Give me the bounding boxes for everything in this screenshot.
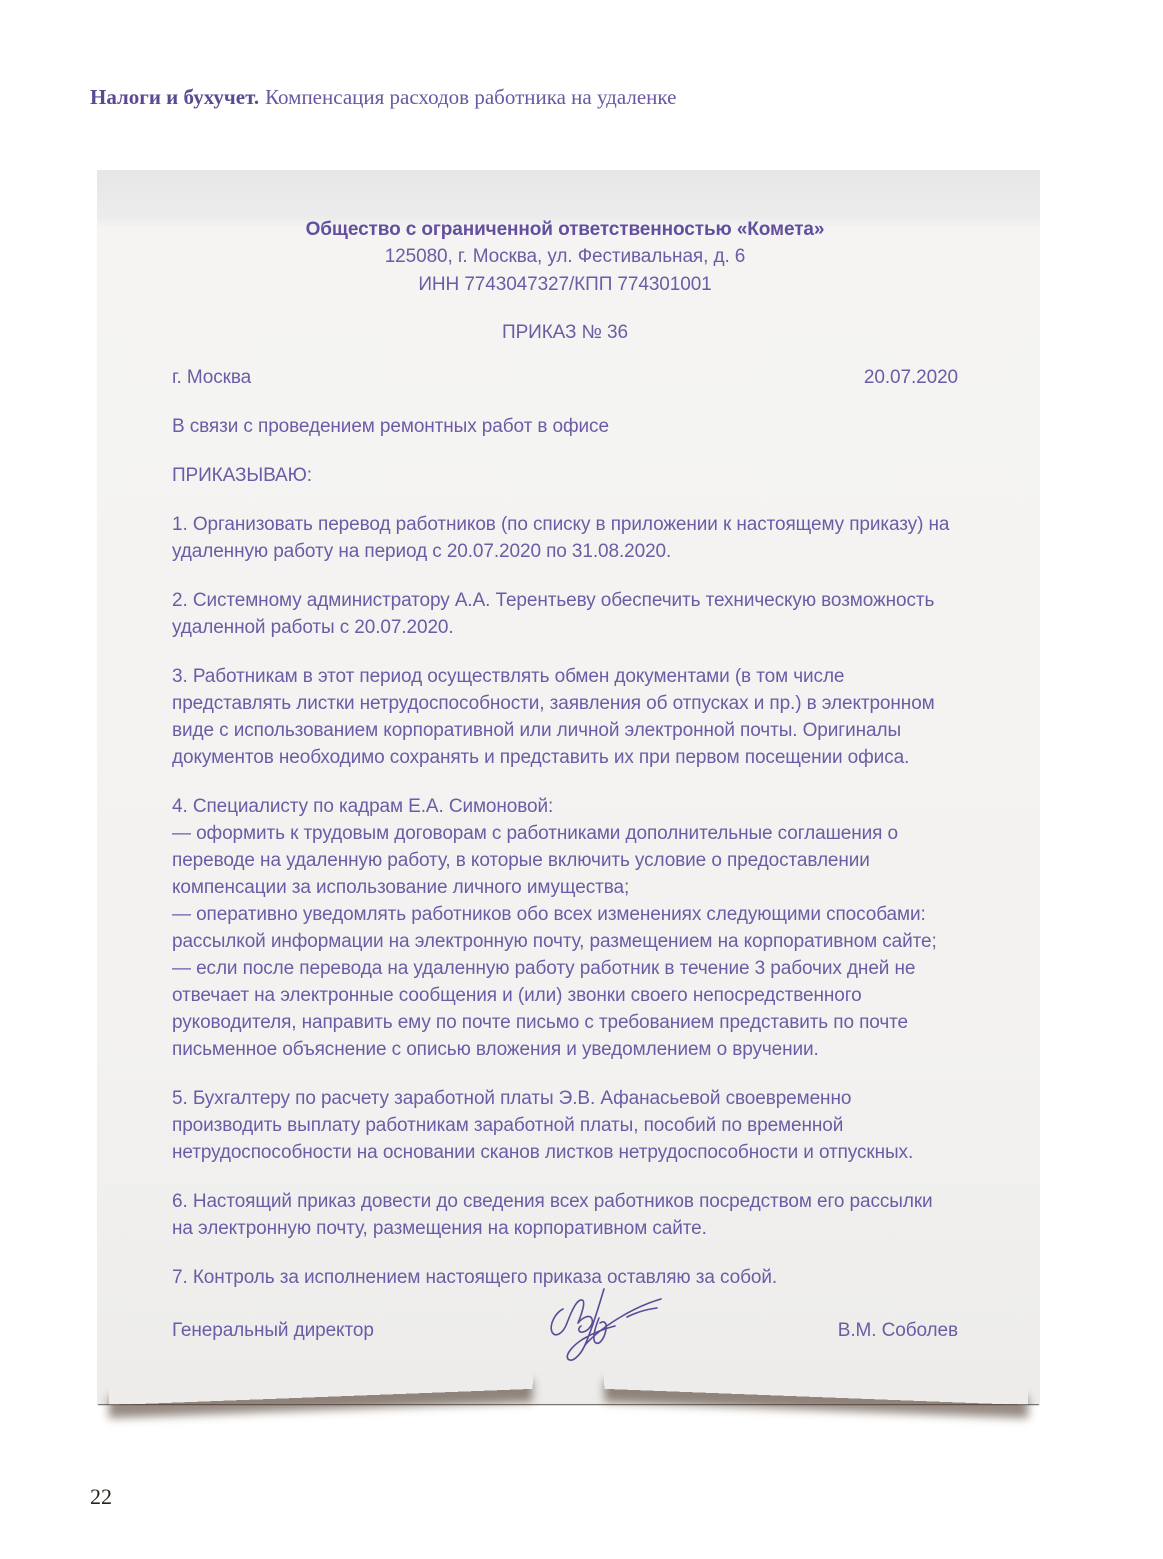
order-keyword: ПРИКАЗЫВАЮ: bbox=[172, 465, 312, 486]
signer-name: В.М. Соболев bbox=[837, 1319, 958, 1341]
paper-curl-shadow-left bbox=[109, 1367, 533, 1405]
order-item-7: 7. Контроль за исполнением настоящего приказа оставляю за собой. bbox=[172, 1267, 778, 1288]
order-item-2: 2. Системному администратору А.А. Терентьеву обеспечить техническую возможность удаленной работы с 20.07.2020. bbox=[172, 590, 935, 638]
article-title: Компенсация расходов работника на удаленке bbox=[265, 85, 677, 109]
article-header bbox=[90, 84, 676, 110]
document-title: ПРИКАЗ № 36 bbox=[502, 322, 628, 343]
order-item-5: 5. Бухгалтеру по расчету заработной платы Э.В. Афанасьевой своевременно производить выплату работникам заработной платы, пособий по временной нетрудоспособности на основании сканов листков нетрудоспособности и отпускных. bbox=[172, 1088, 914, 1163]
company-inn-kpp: ИНН 7743047327/КПП 774301001 bbox=[418, 274, 712, 295]
company-address: 125080, г. Москва, ул. Фестивальная, д. 6 bbox=[384, 246, 746, 267]
order-item-4-sub-3: — если после перевода на удаленную работу работник в течение 3 рабочих дней не отвечает на электронные сообщения и (или) звонки своего непосредственного руководителя, направить ему по почте письмо с требованием представить по почте письменное объяснение с описью вложения и уведомлением о вручении. bbox=[172, 958, 916, 1060]
place-date-row bbox=[172, 364, 958, 391]
signature-row bbox=[172, 1309, 958, 1351]
order-item-4-sub-2: — оперативно уведомлять работников обо всех изменениях следующими способами: рассылкой информации на электронную почту, размещением на корпоративном сайте; bbox=[172, 904, 937, 952]
document-place: г. Москва bbox=[172, 367, 252, 388]
signer-position: Генеральный директор bbox=[172, 1319, 374, 1341]
order-item-6: 6. Настоящий приказ довести до сведения всех работников посредством его рассылки на электронную почту, размещения на корпоративном сайте. bbox=[172, 1191, 933, 1239]
order-item-4-sub-1: — оформить к трудовым договорам с работниками дополнительные соглашения о переводе на удаленную работу, в которые включить условие о предоставлении компенсации за использование личного имущества; bbox=[172, 823, 898, 898]
page-number: 22 bbox=[90, 1484, 112, 1509]
order-item-1: 1. Организовать перевод работников (по списку в приложении к настоящему приказу) на удаленную работу на период с 20.07.2020 по 31.08.2020. bbox=[172, 514, 950, 562]
document-date: 20.07.2020 bbox=[863, 367, 958, 388]
company-name: Общество с ограниченной ответственностью «Комета» bbox=[305, 219, 825, 240]
order-item-3: 3. Работникам в этот период осуществлять обмен документами (в том числе представлять листки нетрудоспособности, заявления об отпусках и пр.) в электронном виде с использованием корпоративной или личной электронной почты. Оригиналы документов необходимо сохранять и представить их при первом посещении офиса. bbox=[172, 666, 935, 768]
rubric-title: Налоги и бухучет. bbox=[90, 85, 260, 109]
order-item-4 bbox=[172, 793, 958, 1063]
preamble: В связи с проведением ремонтных работ в офисе bbox=[172, 416, 609, 437]
order-item-4-intro: 4. Специалисту по кадрам Е.А. Симоновой: bbox=[172, 796, 554, 817]
signature-scribble bbox=[541, 1309, 671, 1351]
order-document-scan bbox=[97, 170, 1040, 1404]
